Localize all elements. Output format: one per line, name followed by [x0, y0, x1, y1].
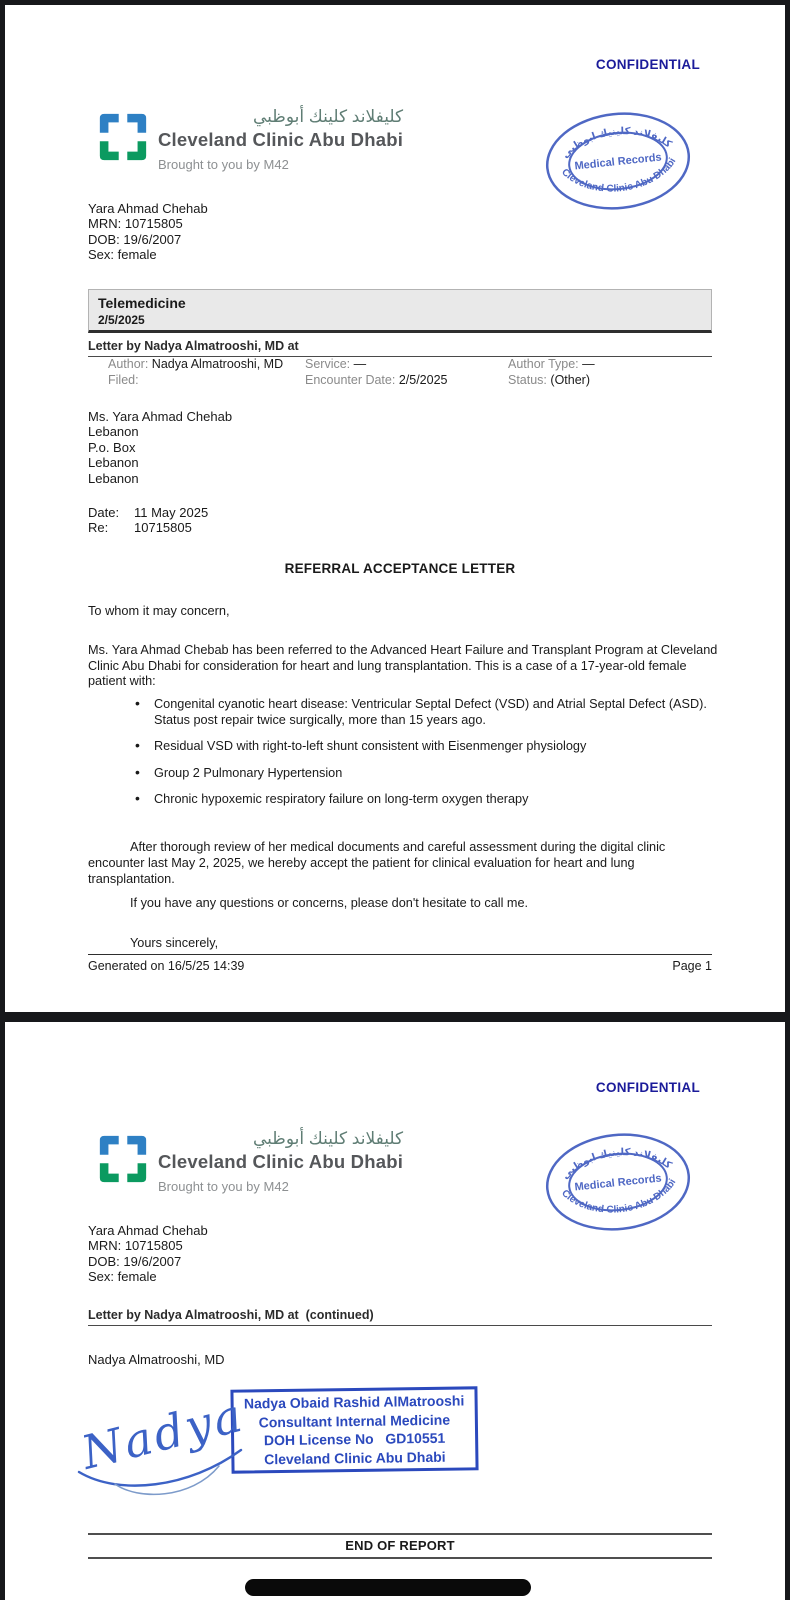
re-row — [88, 520, 208, 535]
meta-row — [88, 357, 712, 373]
clinic-tagline: Brought to you by M42 — [158, 1178, 289, 1194]
address-line: P.o. Box — [88, 439, 136, 455]
date-value: 11 May 2025 — [134, 505, 209, 520]
diagnosis-item: • Residual VSD with right-to-left shunt consistent with Eisenmenger physiology — [135, 739, 710, 755]
clinic-name: Cleveland Clinic Abu Dhabi — [158, 128, 404, 150]
patient-info — [88, 201, 208, 262]
handwritten-signature — [71, 1374, 281, 1499]
acceptance-paragraph: After thorough review of her medical documents and careful assessment during the digital clinic encounter last May 2, 2025, we hereby accept the patient for clinical evaluation for heart and lung transplantation. — [88, 840, 666, 886]
stamp-arabic-text: كليفلاند كلينيك ابوظبي — [559, 1147, 674, 1182]
stamp-center-text: Medical Records — [574, 151, 663, 173]
re-label: Re: — [88, 520, 109, 536]
signatory-name: Nadya Almatrooshi, MD — [88, 1352, 225, 1367]
patient-sex: Sex: female — [88, 1268, 157, 1284]
end-of-report: END OF REPORT — [88, 1533, 712, 1559]
service-value: — — [353, 357, 367, 371]
patient-name: Yara Ahmad Chehab — [88, 201, 208, 216]
clinic-logo-icon — [99, 113, 147, 161]
page-footer — [88, 954, 712, 973]
diagnosis-item: • Congenital cyanotic heart disease: Ventricular Septal Defect (VSD) and Atrial Septal Defect (ASD). Status post repair twice surgically, more than 15 years ago. — [135, 697, 710, 728]
stamp-arabic-text: كليفلاند كلينيك ابوظبي — [559, 126, 674, 161]
page-2 — [5, 1022, 785, 1600]
status-value: (Other) — [550, 372, 590, 387]
re-value: 10715805 — [134, 520, 192, 536]
diagnosis-item: • Chronic hypoxemic respiratory failure on long-term oxygen therapy — [135, 792, 710, 808]
stamp-line: DOH License No GD10551 — [263, 1429, 446, 1449]
patient-mrn: MRN: 10715805 — [88, 216, 183, 232]
closing-line: Yours sincerely, — [130, 936, 219, 950]
letter-title: REFERRAL ACCEPTANCE LETTER — [284, 561, 516, 576]
recipient-address — [88, 409, 232, 486]
clinic-name-arabic: كليفلاند كلينك أبوظبي — [252, 1129, 404, 1148]
clinic-name: Cleveland Clinic Abu Dhabi — [158, 1150, 404, 1172]
patient-mrn: MRN: 10715805 — [88, 1238, 183, 1254]
clinic-tagline: Brought to you by M42 — [158, 156, 289, 172]
clinic-letterhead — [99, 1130, 403, 1194]
letter-date-block — [88, 505, 208, 536]
stamp-center-text: Medical Records — [574, 1172, 663, 1194]
address-line: Ms. Yara Ahmad Chehab — [88, 409, 233, 424]
encounter-date-label: Encounter Date: — [305, 372, 396, 387]
patient-sex: Sex: female — [88, 246, 157, 262]
meta-row — [88, 373, 712, 389]
diagnosis-item: • Group 2 Pulmonary Hypertension — [135, 766, 710, 782]
salutation: To whom it may concern, — [88, 603, 230, 618]
redaction-bar — [245, 1579, 531, 1596]
date-label: Date: — [88, 505, 120, 520]
address-line: Lebanon — [88, 455, 139, 471]
diagnosis-list — [135, 697, 710, 819]
patient-dob: DOB: 19/6/2007 — [88, 231, 182, 247]
address-line: Lebanon — [88, 470, 139, 486]
author-type-value: — — [582, 357, 595, 371]
stamp-bottom-text: Cleveland Clinic Abu Dhabi — [559, 1177, 679, 1216]
filed-label: Filed: — [108, 372, 139, 387]
encounter-header — [88, 289, 712, 333]
letter-heading-continued: Letter by Nadya Almatrooshi, MD at (continued) — [88, 1308, 712, 1326]
clinic-logo-icon — [99, 1135, 147, 1183]
signature-script-text: Nadya — [76, 1387, 250, 1480]
clinic-logo-text — [158, 108, 403, 172]
page-number: Page 1 — [672, 959, 712, 973]
clinic-logo-text — [158, 1130, 403, 1194]
author-label: Author: — [108, 357, 149, 371]
confidential-label: CONFIDENTIAL — [595, 57, 700, 72]
clinic-letterhead — [99, 108, 403, 172]
author-value: Nadya Almatrooshi, MD — [151, 357, 284, 371]
generated-timestamp: Generated on 16/5/25 14:39 — [88, 959, 245, 973]
stamp-line: Nadya Obaid Rashid AlMatrooshi — [243, 1392, 465, 1412]
confidential-label: CONFIDENTIAL — [595, 1080, 700, 1095]
letter-heading: Letter by Nadya Almatrooshi, MD at — [88, 339, 712, 357]
medical-records-stamp — [538, 103, 698, 218]
page-1 — [5, 5, 785, 1012]
patient-name: Yara Ahmad Chehab — [88, 1223, 208, 1238]
medical-records-stamp — [538, 1124, 698, 1239]
encounter-date: 2/5/2025 — [98, 313, 145, 327]
stamp-line: Cleveland Clinic Abu Dhabi — [264, 1448, 446, 1467]
patient-dob: DOB: 19/6/2007 — [88, 1253, 182, 1269]
patient-info — [88, 1223, 208, 1284]
encounter-meta — [88, 357, 712, 388]
clinic-name-arabic: كليفلاند كلينك أبوظبي — [252, 107, 404, 126]
stamp-line: Consultant Internal Medicine — [258, 1411, 451, 1430]
encounter-date-value: 2/5/2025 — [398, 372, 448, 387]
service-label: Service: — [305, 357, 351, 371]
address-line: Lebanon — [88, 424, 139, 440]
status-label: Status: — [508, 372, 547, 387]
contact-paragraph: If you have any questions or concerns, please don't hesitate to call me. — [130, 896, 529, 910]
encounter-type: Telemedicine — [98, 295, 186, 311]
author-type-label: Author Type: — [508, 357, 579, 371]
intro-paragraph: Ms. Yara Ahmad Chebab has been referred to the Advanced Heart Failure and Transplant Program at Cleveland Clinic Abu Dhabi for consideration for heart and lung transplantation. This is a case of a 17-year-old female patient with: — [88, 643, 718, 689]
date-row — [88, 505, 208, 520]
stamp-bottom-text: Cleveland Clinic Abu Dhabi — [559, 156, 679, 195]
